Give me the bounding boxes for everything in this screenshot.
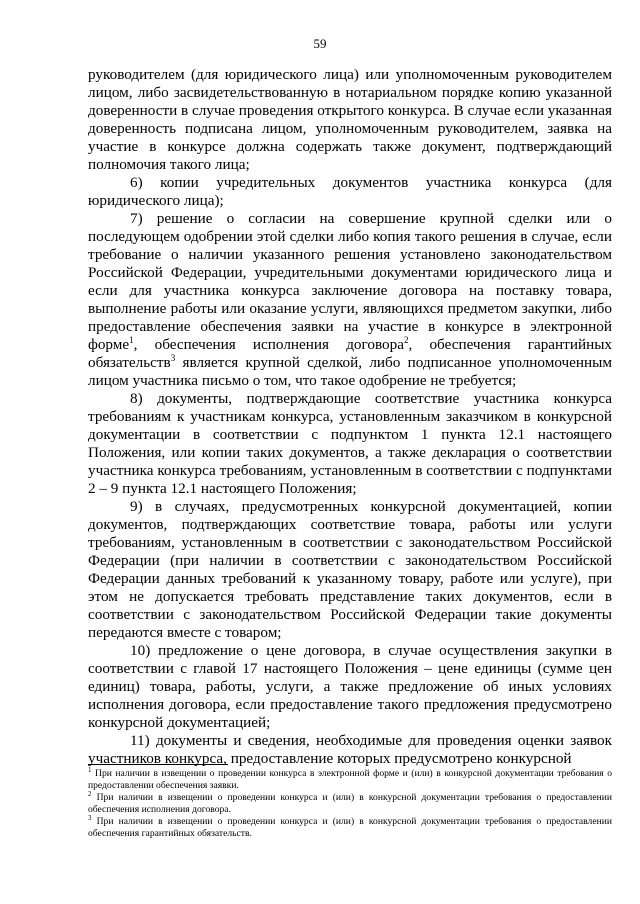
paragraph-item-7-text-part-4: является крупной сделкой, либо подписанное уполномоченным лицом участника письмо о том, что такое одобрение не требуется;	[88, 354, 612, 389]
paragraph-item-6: 6) копии учредительных документов участника конкурса (для юридического лица);	[88, 174, 612, 209]
footnotes	[88, 765, 612, 840]
footnote-ref-3: 3	[170, 352, 176, 363]
footnote-3-text: При наличии в извещении о проведении конкурса и (или) в конкурсной документации требования о предоставлении обеспечения гарантийных обязательств.	[88, 816, 612, 839]
paragraph-item-7-text-part-3: , обеспечения гарантийных обязательств	[88, 336, 612, 371]
paragraph-item-7	[88, 210, 612, 390]
footnote-1-text: При наличии в извещении о проведении конкурса в электронной форме и (или) в конкурсной документации требования о предоставлении обеспечения заявки.	[88, 768, 612, 791]
paragraph-item-11: 11) документы и сведения, необходимые для проведения оценки заявок участников конкурса, предоставление которых предусмотрено конкурсной	[88, 732, 612, 767]
paragraph-item-7-text-part-1: 7) решение о согласии на совершение крупной сделки или о последующем одобрении этой сделки либо копия такого решения в случае, если требование о наличии указанного решения установлено законодательством Российской Федерации, учредительными документами юридического лица и если для участника конкурса заключение договора на поставку товара, выполнение работы или оказание услуги, являющихся предметом закупки, либо предоставление обеспечения заявки на участие в конкурсе в электронной форме	[88, 210, 612, 353]
footnote-ref-2: 2	[403, 334, 409, 345]
paragraph-continuation: руководителем (для юридического лица) или уполномоченным руководителем лицом, либо засвидетельствованную в нотариальном порядке копию указанной доверенности в случае проведения открытого конкурса. В случае если указанная доверенность подписана лицом, уполномоченным руководителем, заявка на участие в конкурсе должна содержать также документ, подтверждающий полномочия такого лица;	[88, 66, 612, 173]
paragraph-item-9: 9) в случаях, предусмотренных конкурсной документацией, копии документов, подтверждающих соответствие товара, работы или услуги требованиям, установленным в соответствии с законодательством Российской Федерации (при наличии в соответствии с законодательством Российской Федерации данных требований к указанному товару, работе или услуге), при этом не допускается требовать представление таких документов, если в соответствии с законодательством Российской Федерации такие документы передаются вместе с товаром;	[88, 498, 612, 641]
paragraph-item-7-text-part-2: , обеспечения исполнения договора	[133, 336, 404, 353]
footnote-1-marker: 1	[88, 765, 92, 774]
footnote-3-marker: 3	[88, 813, 92, 822]
paragraph-item-8: 8) документы, подтверждающие соответствие участника конкурса требованиям к участникам конкурса, установленным заказчиком в конкурсной документации в соответствии с подпунктом 1 пункта 12.1 настоящего Положения, или копии таких документов, а также декларация о соответствии участника конкурса требованиям, установленным в соответствии с подпунктами 2 – 9 пункта 12.1 настоящего Положения;	[88, 390, 612, 497]
footnote-1	[88, 765, 612, 792]
footnote-2	[88, 789, 612, 816]
footnote-2-marker: 2	[88, 789, 92, 798]
footnote-3	[88, 813, 612, 840]
document-body	[88, 66, 612, 768]
footnote-separator	[88, 764, 228, 765]
paragraph-item-10: 10) предложение о цене договора, в случае осуществления закупки в соответствии с главой 17 настоящего Положения – цене единицы (сумме цен единиц) товара, работы, услуги, а также предложение об иных условиях исполнения договора, если предоставление такого предложения предусмотрено конкурсной документацией;	[88, 642, 612, 731]
footnote-ref-1: 1	[129, 334, 134, 345]
footnote-2-text: При наличии в извещении о проведении конкурса и (или) в конкурсной документации требования о предоставлении обеспечения исполнения договора.	[88, 792, 612, 815]
page-number: 59	[313, 36, 327, 51]
